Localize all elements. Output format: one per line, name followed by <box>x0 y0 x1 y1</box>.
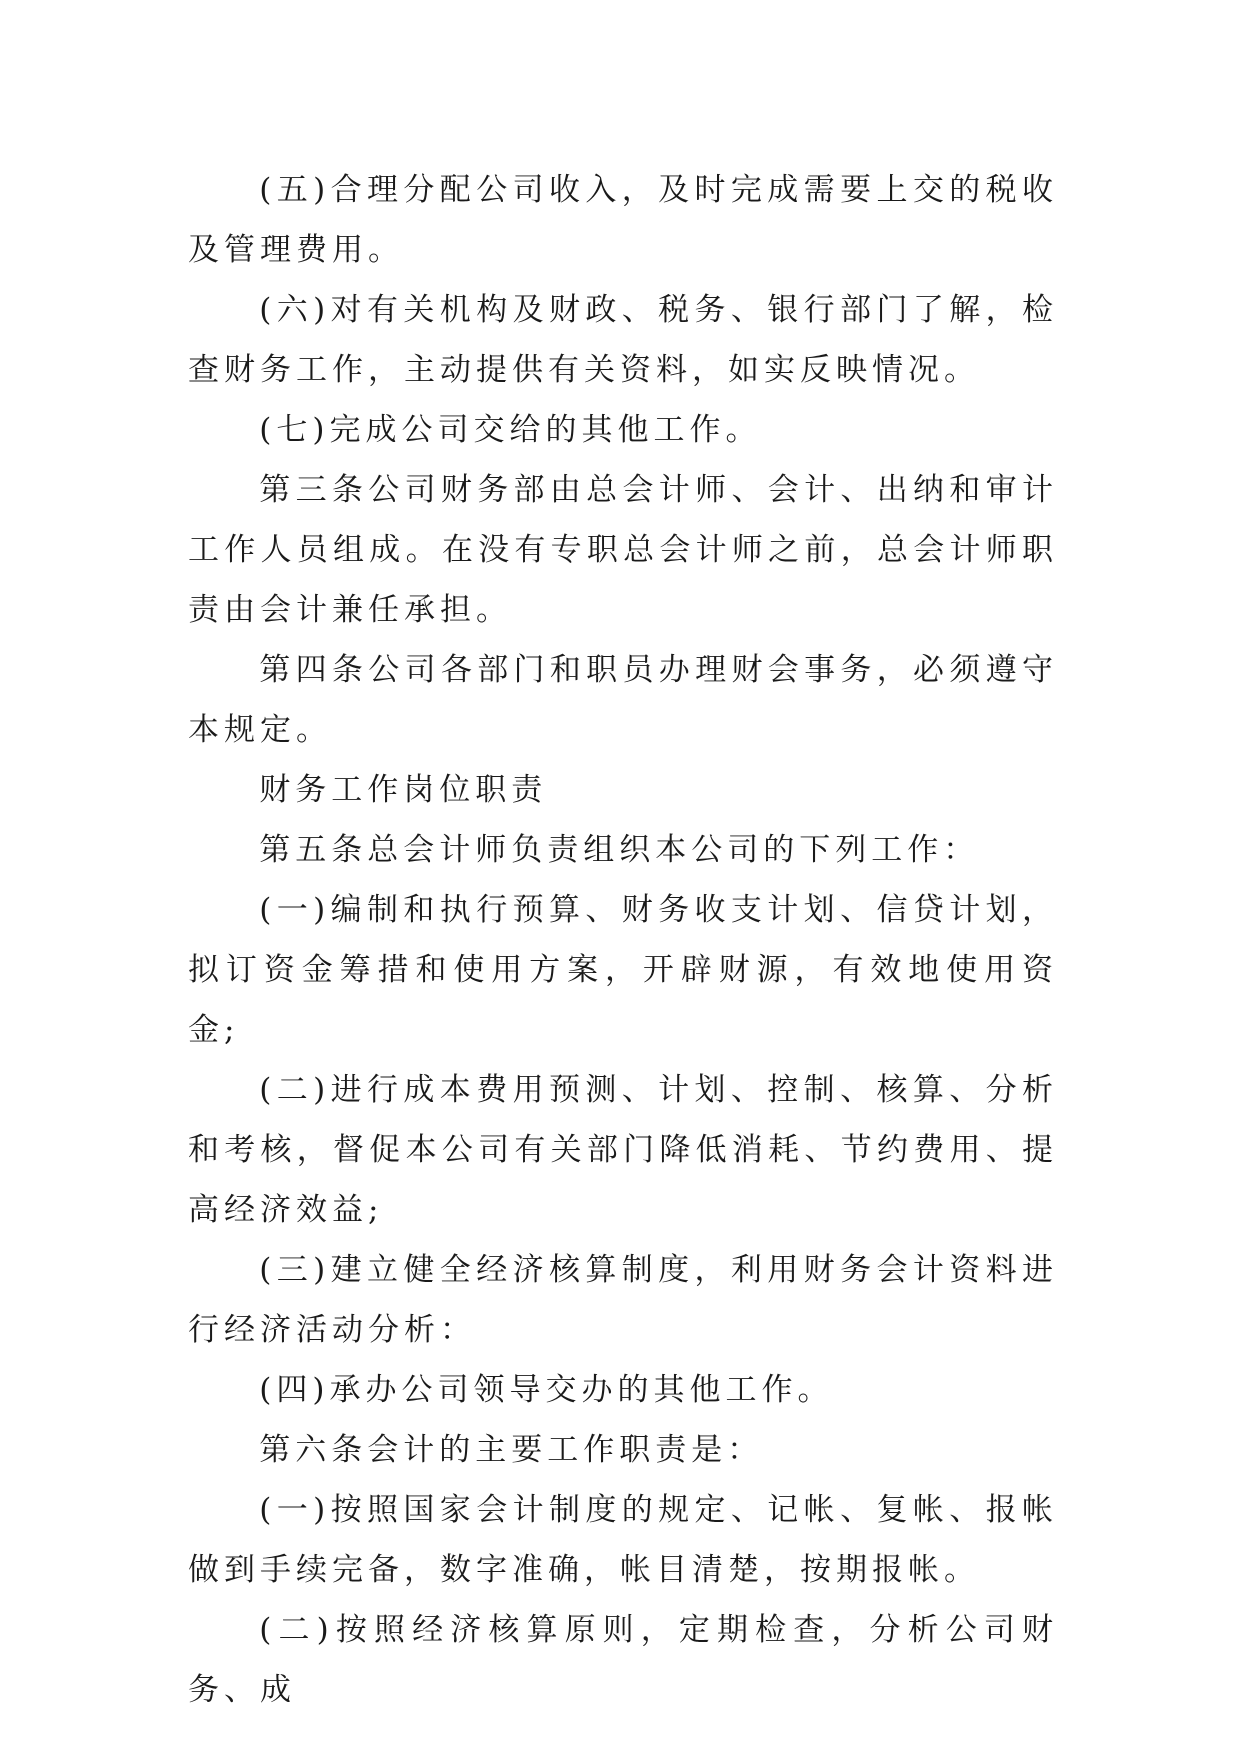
paragraph-article-5-item-3: (三)建立健全经济核算制度，利用财务会计资料进行经济活动分析： <box>188 1252 1058 1348</box>
section-heading: 财务工作岗位职责 <box>259 772 548 808</box>
document-body <box>188 160 1058 1720</box>
paragraph-article-5-item-4: (四)承办公司领导交办的其他工作。 <box>259 1372 834 1408</box>
paragraph-article-3: 第三条公司财务部由总会计师、会计、出纳和审计工作人员组成。在没有专职总会计师之前，总会计师职责由会计兼任承担。 <box>188 472 1058 628</box>
paragraph-article-6-item-1: (一)按照国家会计制度的规定、记帐、复帐、报帐做到手续完备，数字准确，帐目清楚，按期报帐。 <box>188 1492 1058 1588</box>
paragraph-article-5-item-1: (一)编制和执行预算、财务收支计划、信贷计划，拟订资金筹措和使用方案，开辟财源，有效地使用资金; <box>188 892 1058 1048</box>
paragraph-item-6: (六)对有关机构及财政、税务、银行部门了解，检查财务工作，主动提供有关资料，如实反映情况。 <box>188 292 1058 388</box>
paragraph-article-5: 第五条总会计师负责组织本公司的下列工作： <box>259 832 980 868</box>
paragraph-item-7: (七)完成公司交给的其他工作。 <box>259 412 762 448</box>
paragraph-item-5: (五)合理分配公司收入，及时完成需要上交的税收及管理费用。 <box>188 172 1058 268</box>
paragraph-article-5-item-2: (二)进行成本费用预测、计划、控制、核算、分析和考核，督促本公司有关部门降低消耗、节约费用、提高经济效益; <box>188 1072 1058 1228</box>
paragraph-article-6-item-2: (二)按照经济核算原则，定期检查，分析公司财务、成 <box>188 1612 1058 1708</box>
paragraph-article-4: 第四条公司各部门和职员办理财会事务，必须遵守本规定。 <box>188 652 1058 748</box>
paragraph-article-6: 第六条会计的主要工作职责是： <box>259 1432 764 1468</box>
